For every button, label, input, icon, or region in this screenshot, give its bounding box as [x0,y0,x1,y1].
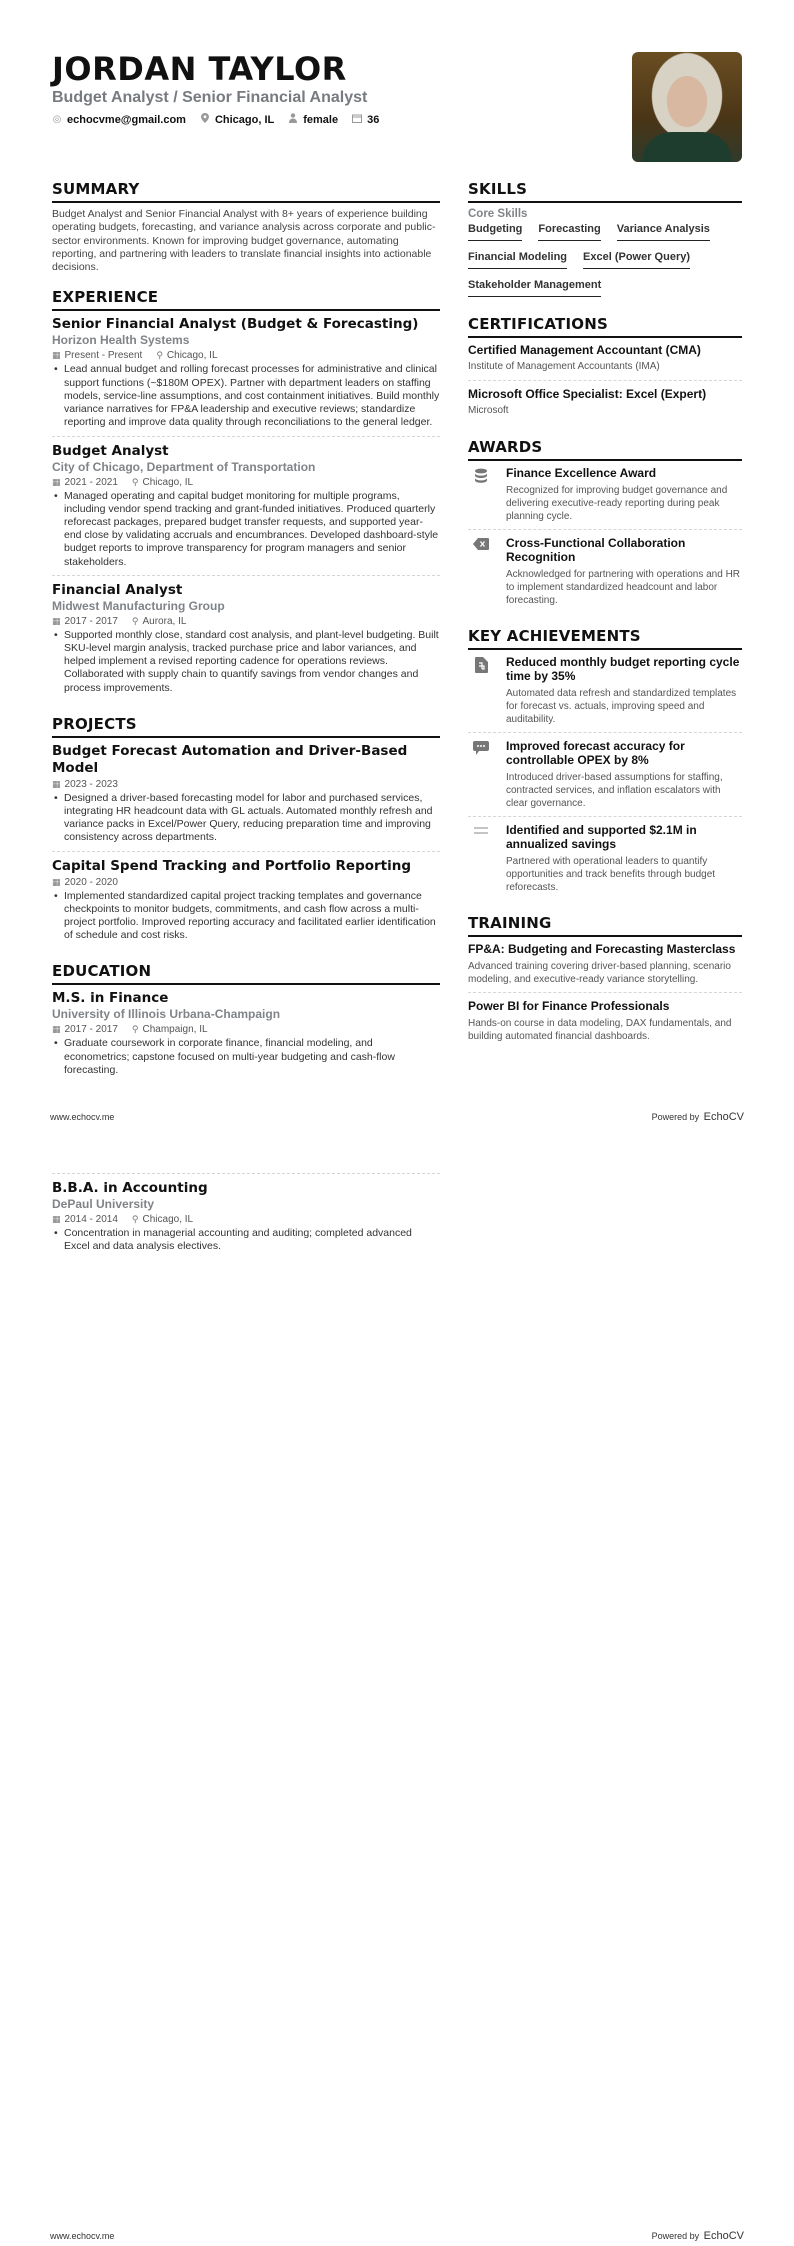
contact-age [352,114,379,126]
skill-tag: Budgeting [468,223,522,241]
location-pin-icon: ⚲ [131,615,139,626]
calendar-icon: ▦ [52,476,61,487]
achievement-description: Partnered with operational leaders to quantify opportunities and track benefits through budget reforecasts. [506,855,716,893]
section-title-projects: PROJECTS [52,715,440,738]
contact-location [200,113,274,126]
email-value: echocvme@gmail.com [67,113,186,126]
location-pin-icon: ⚲ [131,1024,139,1035]
skill-tag: Stakeholder Management [468,279,601,297]
page-footer [50,2226,744,2244]
school: DePaul University [52,1197,155,1211]
location-pin-icon: ⚲ [156,350,163,361]
award-title: Finance Excellence Award [506,466,657,480]
bullet-point: • Supported monthly close, standard cost analysis, and plant-level budgeting. Built SKU-level margin analysis, tracked purchase price and labor variances, and helped implement a revised reporting cadence for operations reviews. Collaborated with supply chain to quantify savings from vendor changes and process improvements. [52,629,440,695]
training-description: Hands-on course in data modeling, DAX fundamentals, and building automated financial dashboards. [468,1017,732,1042]
location: Chicago, IL [166,350,218,362]
experience-entry [52,316,440,436]
job-title: Financial Analyst [52,581,183,598]
brand-name: EchoCV [703,2230,744,2242]
achievement-title: Improved forecast accuracy for controllable OPEX by 8% [506,738,685,767]
right-column [468,180,742,1065]
skill-list [468,223,742,301]
location: Champaign, IL [142,1024,208,1036]
location: Aurora, IL [142,615,187,627]
bullet-point: • Concentration in managerial accounting and auditing; completed advanced Excel and data analysis electives. [52,1227,440,1253]
bullet-point: • Graduate coursework in corporate finance, financial modeling, and econometrics; capstone focused on multi-year budgeting and cash-flow forecasting. [52,1037,440,1077]
calendar-icon: ▦ [52,1024,61,1035]
dates: 2017 - 2017 [64,615,118,627]
calendar-icon: ▦ [52,615,61,626]
certification-entry [468,387,742,424]
bullet-point: • Managed operating and capital budget monitoring for multiple programs, including vendor spend tracking and grant-funded initiatives. Produced quarterly reforecast packages, prepared budget transfer requests, and supported year-end close by validating accruals and encumbrances. Developed dashboard-style budget reports to improve transparency for program managers and senior stakeholders. [52,490,440,569]
award-entry [468,536,742,613]
certification-title: Certified Management Accountant (CMA) [468,343,701,357]
gender-value: female [303,113,339,126]
location: Chicago, IL [142,476,194,488]
project-title: Capital Spend Tracking and Portfolio Reporting [52,857,412,874]
skill-tag: Variance Analysis [617,223,710,241]
project-entry [52,743,440,852]
dates: Present - Present [64,350,143,362]
project-entry [52,858,440,949]
certification-entry [468,343,742,381]
section-title-awards: AWARDS [468,438,742,461]
certification-issuer: Institute of Management Accountants (IMA) [468,361,660,372]
bullet-point: • Designed a driver-based forecasting model for labor and purchased services, integrating HR headcount data with GL actuals. Automated monthly refresh and variance packs in Excel/Power Query, reducing preparation time and improving consistency across departments. [52,792,440,845]
dates: 2017 - 2017 [64,1024,118,1036]
location: Chicago, IL [142,1214,194,1225]
education-entry [52,990,440,1083]
calendar-icon: ▦ [52,778,61,789]
left-column [52,180,440,1097]
entry-meta [52,1023,440,1036]
award-entry [468,466,742,530]
skill-tag: Excel (Power Query) [583,251,690,269]
minus-icon [468,823,494,894]
skills-section [468,180,742,301]
education-entry [52,1173,440,1253]
resume-header [52,52,612,126]
file-icon [468,655,494,726]
employer: City of Chicago, Department of Transportation [52,459,316,474]
employer: Horizon Health Systems [52,333,190,348]
dates: 2023 - 2023 [64,778,118,790]
person-icon [288,113,298,126]
school: University of Illinois Urbana-Champaign [52,1007,281,1022]
footer-url-link[interactable]: www.echocv.me [50,1112,115,1122]
training-title: Power BI for Finance Professionals [468,998,670,1013]
summary-text: Budget Analyst and Senior Financial Analyst with 8+ years of experience building operating budgets, forecasting, and variance analysis across corporate and public-sector environments. Known for improving budget governance, automating reporting, and partnering with leaders to translate financial insights into actionable decisions. [52,208,436,274]
dates: 2014 - 2014 [64,1214,118,1225]
training-entry [468,999,742,1051]
projects-section [52,715,440,949]
job-title: Budget Analyst [52,442,169,459]
contact-email[interactable] [52,114,186,126]
calendar-icon: ▦ [52,876,61,887]
section-title-training: TRAINING [468,914,742,937]
awards-section [468,438,742,613]
entry-meta [52,1213,440,1226]
bullet-point: • Implemented standardized capital project tracking templates and governance checkpoints to monitor budgets, commitments, and cash flow across a multi-project portfolio. Improved reporting accuracy and facilitated earlier identification of schedule and cost risks. [52,890,440,943]
location-pin-icon: ⚲ [131,1214,139,1224]
entry-meta [52,615,440,628]
achievement-description: Automated data refresh and standardized templates for forecast vs. actuals, improving speed and auditability. [506,687,737,725]
contact-gender [288,113,338,126]
section-title-skills: SKILLS [468,180,742,203]
training-section [468,914,742,1051]
chat-bubble-icon [468,739,494,810]
database-icon [468,466,494,523]
certification-issuer: Microsoft [468,405,509,416]
certifications-section [468,315,742,424]
achievement-entry [468,739,742,817]
candidate-name: JORDAN TAYLOR [52,50,347,88]
location-value: Chicago, IL [214,113,275,126]
entry-meta [52,876,440,889]
degree-title: M.S. in Finance [52,990,169,1007]
experience-entry [52,443,440,576]
project-title: Budget Forecast Automation and Driver-Based Model [52,742,408,776]
location-pin-icon: ⚲ [131,476,139,487]
employer: Midwest Manufacturing Group [52,598,225,613]
entry-meta [52,778,440,791]
skill-tag: Financial Modeling [468,251,567,269]
award-title: Cross-Functional Collaboration Recognition [506,535,686,564]
award-description: Acknowledged for partnering with operations and HR to implement standardized headcount and labor forecasting. [506,568,741,606]
section-title-achievements: KEY ACHIEVEMENTS [468,627,742,650]
profile-photo [632,52,742,162]
dates: 2020 - 2020 [64,876,118,888]
skill-tag: Forecasting [538,223,600,241]
training-description: Advanced training covering driver-based planning, scenario modeling, and executive-ready variance storytelling. [468,960,731,985]
education-section [52,962,440,1083]
skills-subtitle: Core Skills [468,208,528,220]
entry-meta [52,349,440,362]
calendar-icon [352,114,362,126]
achievement-title: Identified and supported $2.1M in annualized savings [506,822,697,851]
achievement-description: Introduced driver-based assumptions for staffing, contracted services, and inflation escalators with clear governance. [506,771,723,809]
calendar-icon: ▦ [52,1214,61,1224]
section-title-certifications: CERTIFICATIONS [468,315,742,338]
candidate-role: Budget Analyst / Senior Financial Analyst [52,89,368,106]
contact-row [52,113,612,126]
at-icon: ◎ [52,114,62,125]
powered-by: Powered by EchoCV [651,1111,744,1123]
section-title-experience: EXPERIENCE [52,288,440,311]
award-description: Recognized for improving budget governance and delivering executive-ready reporting during peak planning cycle. [506,484,728,522]
location-pin-icon [200,113,210,126]
bullet-point: • Lead annual budget and rolling forecast processes for administrative and clinical support functions (~$180M OPEX). Partner with department leaders on staffing models, service-line assumptions, and cost containment initiatives. Build monthly variance narratives for FP&A leadership and executive reviews; standardize reporting and improve data quality through reconciliations to the general ledger. [52,363,440,429]
summary-section [52,180,440,274]
powered-by: Powered by EchoCV [651,2230,744,2242]
achievement-title: Reduced monthly budget reporting cycle time by 35% [506,654,740,683]
left-column-continued [52,1173,440,1253]
achievement-entry [468,823,742,900]
entry-meta [52,476,440,489]
training-title: FP&A: Budgeting and Forecasting Masterclass [468,941,736,956]
brand-name: EchoCV [703,1111,744,1123]
footer-url-link[interactable]: www.echocv.me [50,2231,115,2241]
experience-section [52,288,440,700]
calendar-icon: ▦ [52,350,61,361]
age-value: 36 [367,113,380,126]
achievement-entry [468,655,742,733]
resume-page-2 [0,1123,794,2246]
degree-title: B.B.A. in Accounting [52,1180,208,1196]
experience-entry [52,582,440,701]
backspace-icon [468,536,494,607]
section-title-education: EDUCATION [52,962,440,985]
job-title: Senior Financial Analyst (Budget & Forecasting) [52,316,419,333]
training-entry [468,942,742,993]
section-title-summary: SUMMARY [52,180,440,203]
certification-title: Microsoft Office Specialist: Excel (Expert) [468,387,707,401]
dates: 2021 - 2021 [64,476,118,488]
achievements-section [468,627,742,900]
